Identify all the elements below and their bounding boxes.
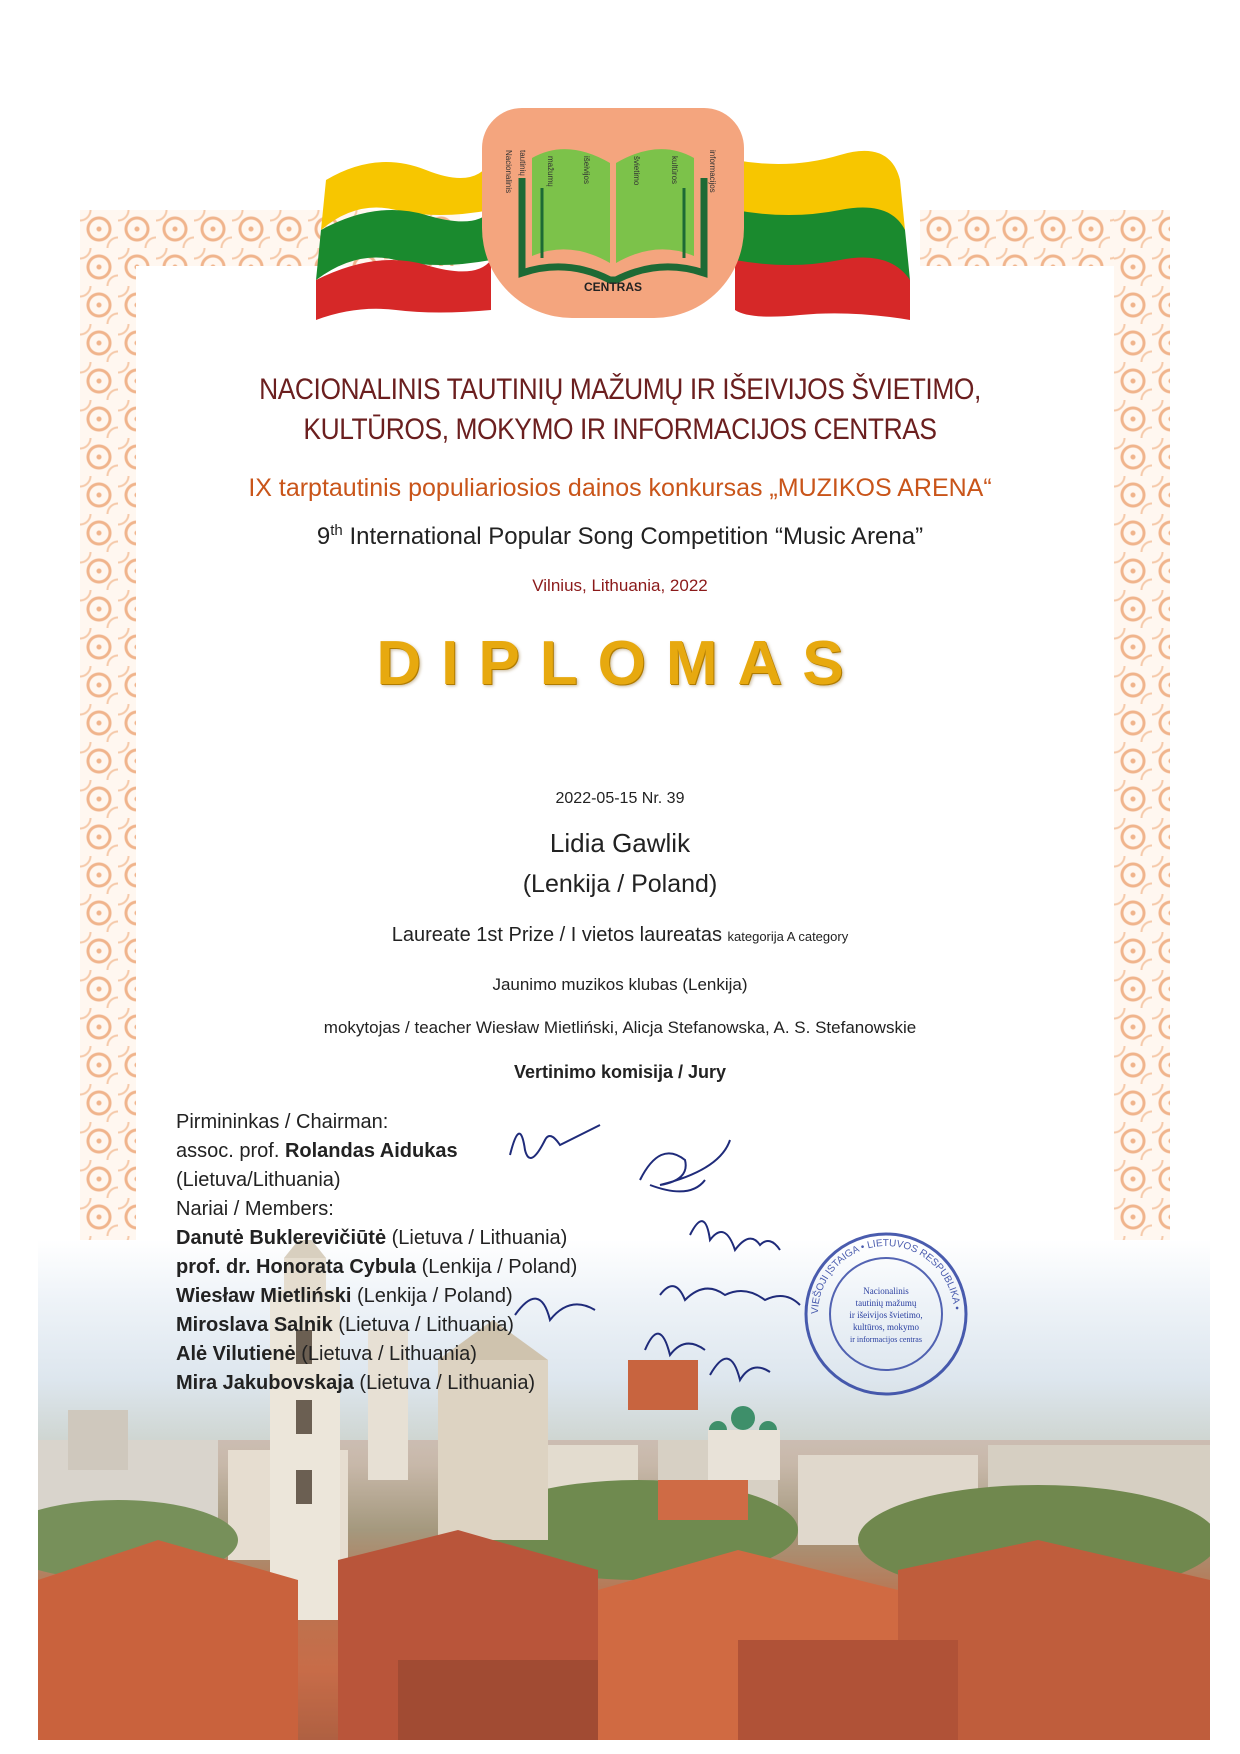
jury-member: Wiesław Mietliński (Lenkija / Poland) <box>176 1285 513 1307</box>
diploma-number: 2022-05-15 Nr. 39 <box>555 790 685 807</box>
chairman-label: Pirmininkas / Chairman: <box>176 1111 389 1133</box>
signature-chairman <box>510 1125 600 1158</box>
emblem-side-text-5: švietimo <box>632 156 641 186</box>
lithuanian-flag-right-icon <box>730 140 910 320</box>
signature-member-5 <box>645 1334 705 1355</box>
emblem-side-text-6: kultūros <box>670 156 679 185</box>
stamp-ring-text: VIEŠOJI ĮSTAIGA • LIETUVOS RESPUBLIKA • <box>809 1237 962 1315</box>
lithuanian-flag-left-icon <box>316 140 496 320</box>
jury-member: Danutė Buklerevičiūtė (Lietuva / Lithuania) <box>176 1227 568 1249</box>
teacher-line: mokytojas / teacher Wiesław Mietliński, Alicja Stefanowska, A. S. Stefanowskie <box>323 1018 917 1037</box>
jury-member: Alė Vilutienė (Lietuva / Lithuania) <box>176 1343 477 1365</box>
emblem-side-text-3: mažumų <box>546 156 555 187</box>
stamp-line-4: kultūros, mokymo <box>852 1322 920 1332</box>
emblem-label: CENTRAS <box>583 280 642 294</box>
prize-line: Laureate 1st Prize / I vietos laureatas kategorija A category <box>391 924 849 946</box>
organization-title <box>74 370 1165 450</box>
competition-title-lt: IX tarptautinis populiariosios dainos konkursas „MUZIKOS ARENA“ <box>248 474 992 502</box>
competition-title-en: 9th International Popular Song Competition “Music Arena” <box>316 522 924 550</box>
members-label: Nariai / Members: <box>176 1198 334 1220</box>
stamp-line-3: ir išeivijos švietimo, <box>849 1310 923 1320</box>
signature-member-4 <box>515 1299 595 1320</box>
jury-member: prof. dr. Honorata Cybula (Lenkija / Poland) <box>176 1256 578 1278</box>
jury-member: Mira Jakubovskaja (Lietuva / Lithuania) <box>176 1372 536 1394</box>
signature-member-2 <box>690 1221 780 1250</box>
competition-place: Vilnius, Lithuania, 2022 <box>532 576 708 595</box>
stamp-line-2: tautinių mažumų <box>855 1298 917 1308</box>
signature-member-1 <box>640 1140 730 1191</box>
emblem-side-text-7: informacijos <box>708 150 717 193</box>
stamp-line-1: Nacionalinis <box>863 1286 909 1296</box>
diploma-title: DIPLOMAS <box>376 629 864 698</box>
club-line: Jaunimo muzikos klubas (Lenkija) <box>492 975 748 994</box>
jury-heading: Vertinimo komisija / Jury <box>513 1062 727 1082</box>
official-stamp <box>800 1228 972 1400</box>
stamp-line-5: ir informacijos centras <box>850 1335 922 1344</box>
laureate-name: Lidia Gawlik <box>549 828 691 858</box>
signature-member-3 <box>660 1286 800 1305</box>
emblem-side-text-4: išeivijos <box>582 156 591 185</box>
emblem-side-text-2: tautinių <box>518 150 527 176</box>
organization-line-2: KULTŪROS, MOKYMO IR INFORMACIJOS CENTRAS <box>303 413 937 446</box>
organization-line-1: NACIONALINIS TAUTINIŲ MAŽUMŲ IR IŠEIVIJOS ŠVIETIMO, <box>259 373 981 406</box>
jury-member: Miroslava Salnik (Lietuva / Lithuania) <box>176 1314 514 1336</box>
chairman-line: assoc. prof. Rolandas Aidukas <box>176 1140 458 1162</box>
laureate-country: (Lenkija / Poland) <box>522 870 718 898</box>
emblem-side-text-1: Nacionalinis <box>504 150 513 194</box>
chairman-country: (Lietuva/Lithuania) <box>176 1169 341 1191</box>
centras-emblem <box>482 108 744 318</box>
signature-member-6 <box>710 1359 770 1380</box>
